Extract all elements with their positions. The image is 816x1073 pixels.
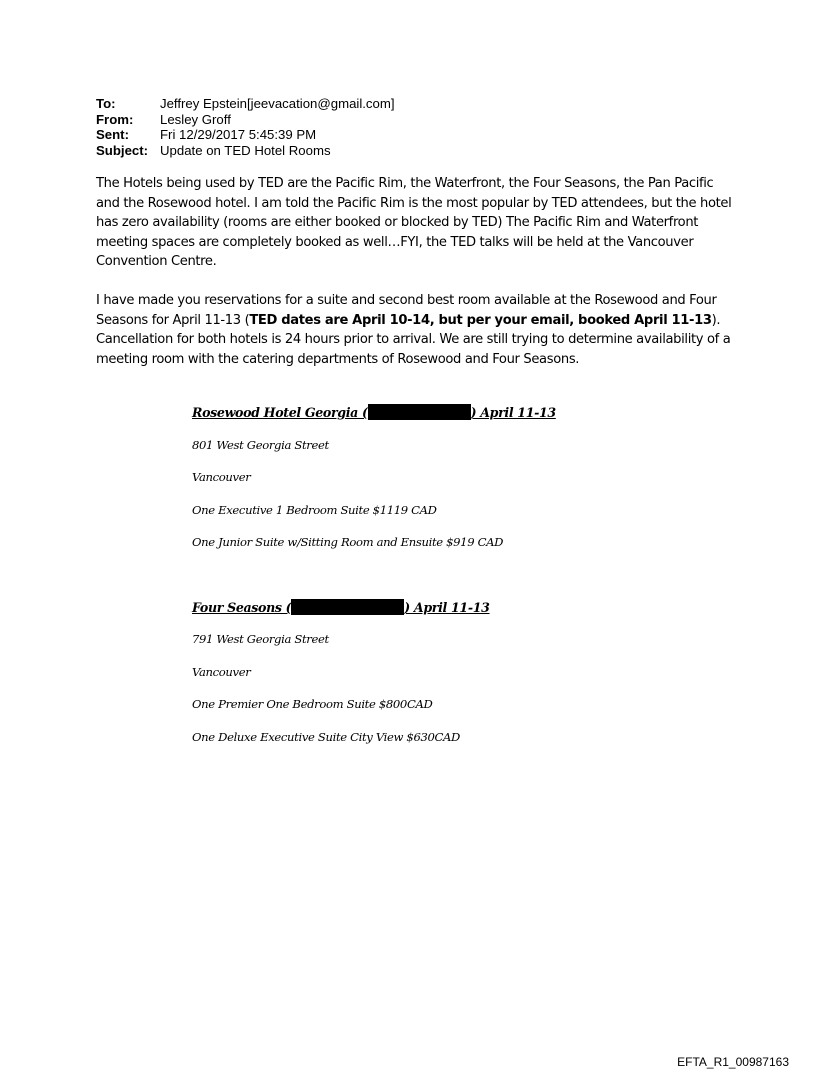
hotel-room-2: One Deluxe Executive Suite City View $630CAD <box>192 730 461 744</box>
body-paragraph-2 <box>96 291 736 369</box>
hotel-room-1: One Executive 1 Bedroom Suite $1119 CAD <box>192 503 437 517</box>
from-row <box>96 112 395 128</box>
body-paragraph-1: The Hotels being used by TED are the Pacific Rim, the Waterfront, the Four Seasons, the Pan Pacific and the Rosewood hotel. I am told the Pacific Rim is the most popular by TED attendees, but the hotel has zero availability (rooms are either booked or blocked by TED) The Pacific Rim and Waterfront meeting spaces are completely booked as well…FYI, the TED talks will be held at the Vancouver Convention Centre. <box>96 176 732 270</box>
hotel-name: Four Seasons ( <box>192 600 292 615</box>
redaction-box <box>368 404 471 420</box>
sent-row <box>96 127 395 143</box>
ted-dates-note: TED dates are April 10-14, but per your email, booked April 11-13 <box>249 312 712 328</box>
from-label: From: <box>96 111 134 127</box>
email-header <box>96 96 395 158</box>
from-value: Lesley Groff <box>160 111 231 127</box>
to-value: Jeffrey Epstein[jeevacation@gmail.com] <box>160 96 395 111</box>
document-id: EFTA_R1_00987163 <box>677 1055 789 1069</box>
hotel-title <box>192 599 490 615</box>
sent-label: Sent: <box>96 127 129 142</box>
hotel-room-2: One Junior Suite w/Sitting Room and Ensuite $919 CAD <box>192 535 504 549</box>
subject-value: Update on TED Hotel Rooms <box>160 142 331 158</box>
sent-value: Fri 12/29/2017 5:45:39 PM <box>160 127 317 142</box>
hotel-address: 791 West Georgia Street <box>192 632 329 646</box>
hotel-city: Vancouver <box>192 665 251 679</box>
hotel-name: Rosewood Hotel Georgia ( <box>192 405 368 420</box>
subject-row <box>96 143 395 159</box>
hotel-dates: ) April 11-13 <box>404 600 490 615</box>
hotel-city: Vancouver <box>192 470 251 484</box>
hotel-address: 801 West Georgia Street <box>192 438 329 452</box>
body-paragraph-2-end: ). Cancellation for both hotels is 24 hours prior to arrival. We are still trying to determine availability of a meeting room with the catering departments of Rosewood and Four Seasons. <box>96 312 731 367</box>
to-label: To: <box>96 96 116 111</box>
hotel-room-1: One Premier One Bedroom Suite $800CAD <box>192 697 433 711</box>
subject-label: Subject: <box>96 142 149 158</box>
hotel-dates: ) April 11-13 <box>470 405 556 420</box>
hotel-title <box>192 404 556 420</box>
redaction-box <box>291 599 404 615</box>
to-row <box>96 96 395 112</box>
body-paragraph-2-start: I have made you reservations for a suite and second best room available at the Rosewood and Four Seasons for April 11-13 ( <box>96 293 717 328</box>
